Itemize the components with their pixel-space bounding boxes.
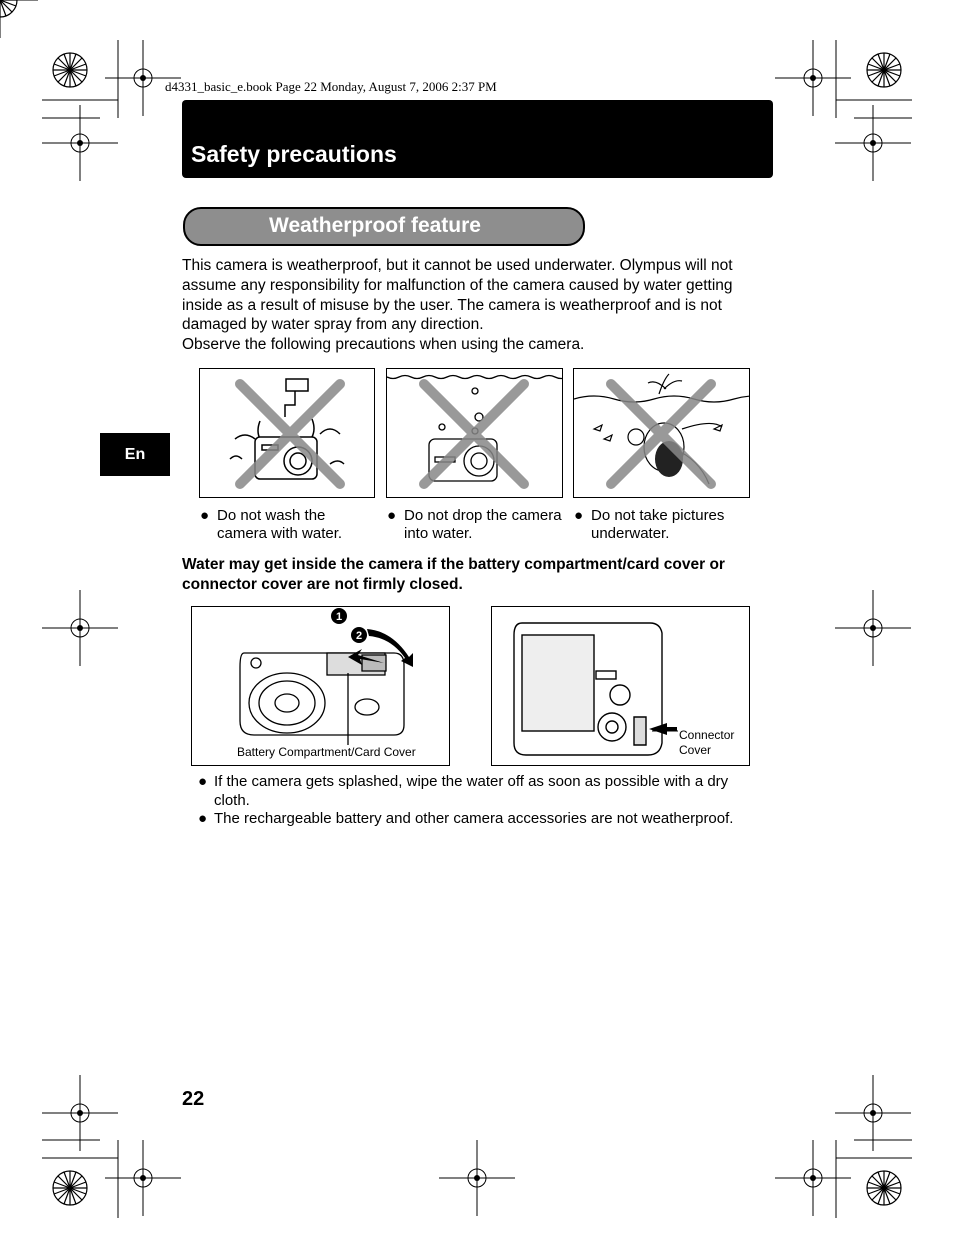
intro-paragraph: This camera is weatherproof, but it cannot be used underwater. Olympus will not assume any responsibility for malfunction of the camera caused by water getting inside as a result of misuse by the user. The camera is weatherproof and is not damaged by water spray from any direction. xyxy=(182,257,733,334)
document-slug: d4331_basic_e.book Page 22 Monday, August 7, 2006 2:37 PM xyxy=(165,79,497,94)
bottom-bullet-list xyxy=(198,773,758,829)
no-underwater-illustration xyxy=(573,368,750,498)
step-1-label: 1 xyxy=(335,611,343,623)
caption-text: Do not take pictures underwater. xyxy=(591,507,725,542)
bullet-icon: ● xyxy=(198,810,208,827)
battery-cover-figure xyxy=(191,606,450,766)
connector-label-line-2: Cover xyxy=(679,743,712,757)
battery-cover-label: Battery Compartment/Card Cover xyxy=(237,745,416,759)
caption-no-wash xyxy=(200,507,380,547)
bullet-icon: ● xyxy=(387,507,397,524)
caption-text: Do not drop the camera into water. xyxy=(404,507,562,542)
intro-paragraph-2: Observe the following precautions when using the camera. xyxy=(182,336,585,354)
camera-front-illustration xyxy=(192,607,449,765)
language-tab: En xyxy=(100,433,170,476)
subsection-title: Weatherproof feature xyxy=(269,214,481,237)
section-title: Safety precautions xyxy=(191,141,397,167)
connector-label-line-1: Connector xyxy=(679,728,735,742)
caption-no-drop xyxy=(387,507,567,547)
no-drop-icon xyxy=(387,369,562,497)
no-drop-illustration xyxy=(386,368,563,498)
list-item-text: The rechargeable battery and other camera accessories are not weatherproof. xyxy=(214,810,734,827)
bullet-icon: ● xyxy=(574,507,584,524)
list-item xyxy=(198,773,758,810)
bullet-icon: ● xyxy=(200,507,210,524)
section-title-bar xyxy=(182,100,773,178)
list-item xyxy=(198,810,758,829)
no-wash-illustration xyxy=(199,368,375,498)
subsection-pill xyxy=(183,207,585,246)
list-item-text: If the camera gets splashed, wipe the water off as soon as possible with a dry cloth. xyxy=(214,773,729,809)
warning-text: Water may get inside the camera if the battery compartment/card cover or connector cover are not firmly closed. xyxy=(182,556,725,593)
caption-text: Do not wash the camera with water. xyxy=(217,507,343,542)
step-2-label: 2 xyxy=(355,630,363,642)
page-number: 22 xyxy=(182,1088,205,1110)
no-wash-icon xyxy=(200,369,374,497)
caption-no-underwater xyxy=(574,507,754,547)
connector-cover-figure xyxy=(491,606,750,766)
intro-text xyxy=(182,256,777,355)
bullet-icon: ● xyxy=(198,773,208,790)
no-underwater-icon xyxy=(574,369,749,497)
